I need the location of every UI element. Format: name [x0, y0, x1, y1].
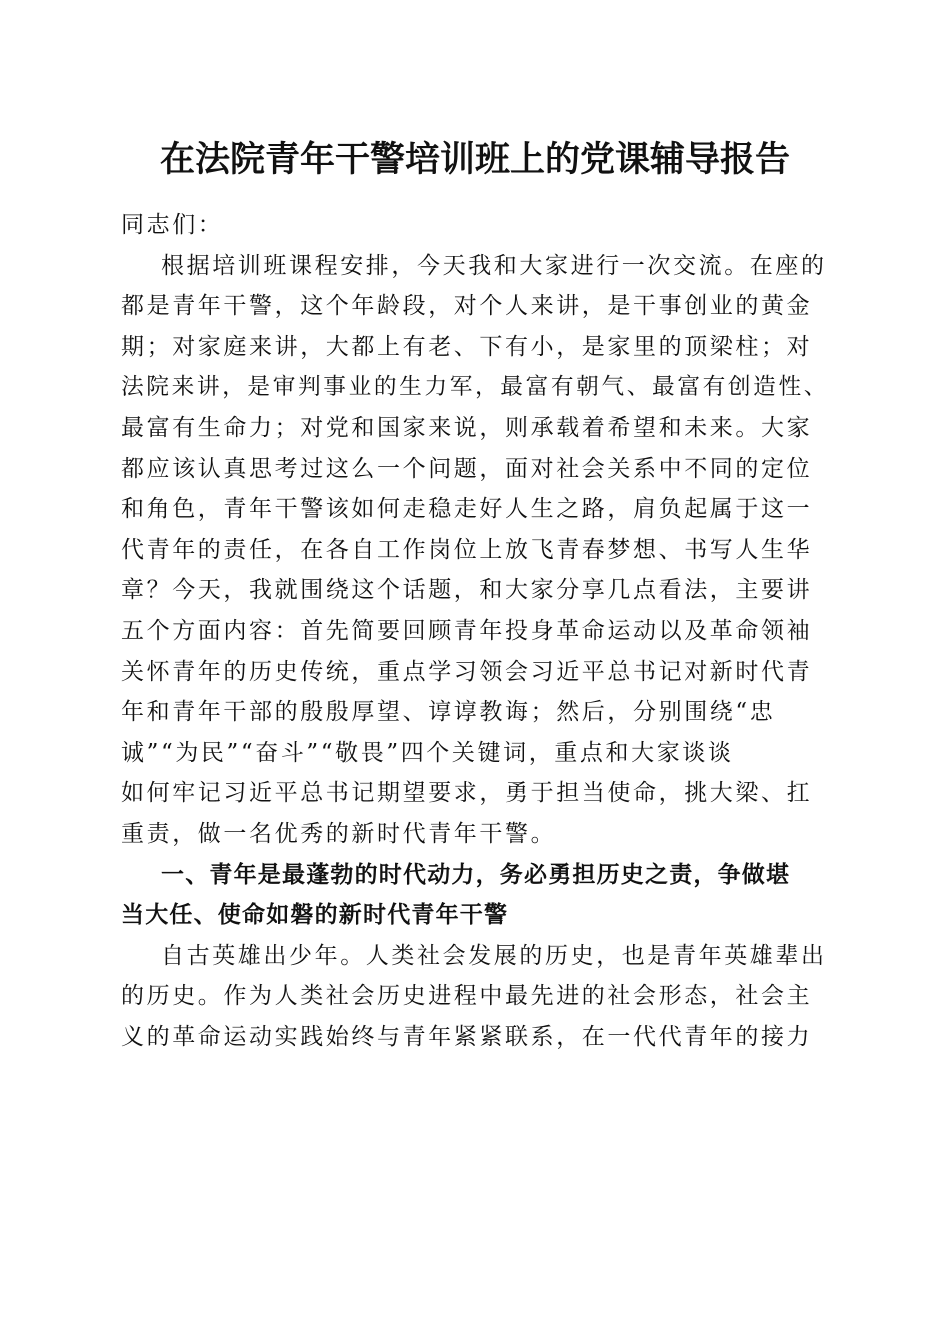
paragraph-line: 最富有生命力；对党和国家来说，则承载着希望和未来。大家 — [121, 414, 813, 441]
paragraph-line: 的历史。作为人类社会历史进程中最先进的社会形态，社会主 — [121, 983, 813, 1010]
paragraph-line: 都应该认真思考过这么一个问题，面对社会关系中不同的定位 — [121, 455, 813, 482]
paragraph-line: 如何牢记习近平总书记期望要求，勇于担当使命，挑大梁、扛 — [121, 780, 813, 807]
paragraph-line: 年和青年干部的殷殷厚望、谆谆教诲；然后，分别围绕“忠 — [121, 699, 776, 726]
paragraph-line: 代青年的责任，在各自工作岗位上放飞青春梦想、书写人生华 — [121, 536, 813, 563]
salutation: 同志们： — [121, 212, 224, 238]
document-body — [121, 205, 829, 1057]
paragraph-line: 五个方面内容：首先简要回顾青年投身革命运动以及革命领袖 — [121, 617, 813, 644]
paragraph-line: 关怀青年的历史传统，重点学习领会习近平总书记对新时代青 — [121, 658, 813, 685]
document-title: 在法院青年干警培训班上的党课辅导报告 — [159, 139, 790, 180]
paragraph-line: 章？今天，我就围绕这个话题，和大家分享几点看法，主要讲 — [121, 577, 813, 604]
paragraph-line: 重责，做一名优秀的新时代青年干警。 — [121, 820, 557, 847]
paragraph-line: 期；对家庭来讲，大都上有老、下有小，是家里的顶梁柱；对 — [121, 333, 813, 360]
paragraph-line: 和角色，青年干警该如何走稳走好人生之路，肩负起属于这一 — [121, 496, 813, 523]
section-heading-line: 当大任、使命如磐的新时代青年干警 — [121, 902, 509, 929]
paragraph-line: 自古英雄出少年。人类社会发展的历史，也是青年英雄辈出 — [161, 942, 827, 969]
paragraph-line: 根据培训班课程安排，今天我和大家进行一次交流。在座的 — [161, 252, 827, 279]
paragraph-line: 义的革命运动实践始终与青年紧紧联系，在一代代青年的接力 — [121, 1023, 813, 1050]
section-heading-line: 一、青年是最蓬勃的时代动力，务必勇担历史之责，争做堪 — [161, 861, 791, 888]
paragraph-line: 法院来讲，是审判事业的生力军，最富有朝气、最富有创造性、 — [121, 374, 830, 401]
paragraph-line: 都是青年干警，这个年龄段，对个人来讲，是干事创业的黄金 — [121, 293, 813, 320]
paragraph-line: 诚”“为民”“奋斗”“敬畏”四个关键词，重点和大家谈谈 — [121, 739, 734, 766]
